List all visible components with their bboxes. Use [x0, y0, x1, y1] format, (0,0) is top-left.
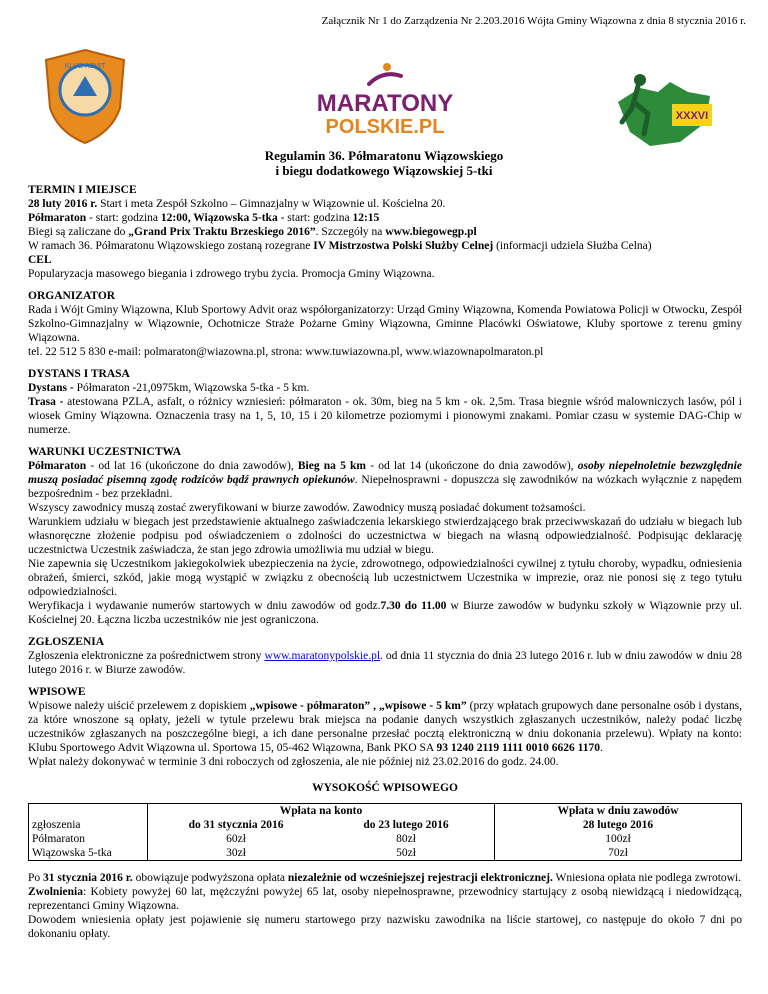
regulations-body — [28, 183, 742, 941]
maratony-polskie-logo — [310, 62, 460, 140]
online-payment-cell: Wpłata na konto do 31 stycznia 2016 do 23 lutego 2016 60zł 80zł 30zł 50zł — [148, 804, 495, 861]
day-payment-cell: Wpłata w dniu zawodów 28 lutego 2016 100zł 70zł — [495, 804, 742, 861]
registration-link[interactable]: www.maratonypolskie.pl — [264, 650, 381, 662]
half-marathon-logo — [610, 62, 720, 152]
section-wpisowe: WPISOWE Wpisowe należy uiścić przelewem z dopiskiem „wpisowe - półmaraton” , „wpisowe - 5 km” (przy wpłatach grupowych dane personalne osób i dystans, za które wnoszone są opłaty, jeżeli w tytule przelewu brak miejsca na podanie danych wszystkich zgłaszanych uczestników, należy podać liczbę uczestników zgłaszanych na poszczególne biegi, a ich dane personalne przesłać pocztą elektroniczną w dniu dokonania przelewu). Wpłaty na konto: Klubu Sportowego Advit Wiązowna ul. Sportowa 15, 05-462 Wiązowna, Bank PKO SA 93 1240 2119 1111 0010 6626 1170. Wpłat należy dokonywać w terminie 3 dni roboczych od zgłoszenia, ale nie później niż 23.02.2016 do godz. 24.00. — [28, 686, 742, 768]
edition-badge: XXXVI — [675, 110, 709, 122]
section-cel: CEL — [28, 254, 52, 266]
club-logo-text: KLUB ADVIT — [64, 63, 106, 70]
contact-info: tel. 22 512 5 830 e-mail: polmaraton@wiazowna.pl, strona: www.tuwiazowna.pl, www.wiazownapolmaraton.pl — [28, 346, 544, 358]
section-warunki: WARUNKI UCZESTNICTWA Półmaraton - od lat 16 (ukończone do dnia zawodów), Bieg na 5 km - od lat 14 (ukończone do dnia zawodów), osoby niepełnoletnie bezwzględnie muszą posiadać pisemną zgodę rodziców bądź prawnych opiekunów. Niepełnosprawni - dopuszcza się zawodników na wózkach wyłącznie z napędem bezpośrednim - bez przekładni. Wszyscy zawodnicy muszą zostać zweryfikowani w biurze zawodów. Zawodnicy muszą posiadać dokument tożsamości. Warunkiem udziału w biegach jest przedstawienie aktualnego zaświadczenia lekarskiego stwierdzającego brak przeciwwskazań do udziału w biegach lub własnoręczne złożenie podpisu pod oświadczeniem o zdolności do uczestnictwa w biegach na własną odpowiedzialność. Podpisując deklarację uczestnictwa Uczestnik zaświadcza, że stan jego zdrowia umożliwia mu udział w biegu. Nie zapewnia się Uczestnikom jakiegokolwiek ubezpieczenia na życie, zdrowotnego, odpowiedzialności cywilnej z tytułu choroby, wypadku, odniesienia obrażeń, śmierci, szkód, jakie mogą wystąpić w związku z obecnością lub uczestnictwem Uczestnika w imprezie, oraz nie ponosi się z tego tytułu odpowiedzialności. Weryfikacja i wydawanie numerów startowych w dniu zawodów od godz.7.30 do 11.00 w Biurze zawodów w budynku szkoły w Wiązownie przy ul. Kościelnej 20. Łączna liczba uczestników nie jest ograniczona. — [28, 446, 743, 626]
bank-account: 93 1240 2119 1111 0010 6626 1170 — [436, 742, 601, 754]
logo-line-2: POLSKIE.PL — [325, 116, 445, 138]
fees-table — [28, 803, 742, 861]
row-labels-cell: zgłoszenia Półmaraton Wiązowska 5-tka — [29, 804, 148, 861]
section-dystans: DYSTANS I TRASA Dystans - Półmaraton -21,0975km, Wiązowska 5-tka - 5 km. Trasa - atestowana PZLA, asfalt, o różnicy wzniesień: półmaraton - ok. 30m, bieg na 5 km - ok. 2,5m. Trasa biegnie wśród malowniczych lasów, pól i wiosek Gminy Wiązowna. Oznaczenia trasy na 1, 5, 10, 15 i 20 kilometrze poziomymi i pionowymi znakami. Pomiar czasu w systemie DAG-Chip w numerze. — [28, 368, 742, 436]
club-shield-logo — [40, 46, 130, 146]
section-footer: Po 31 stycznia 2016 r. obowiązuje podwyższona opłata niezależnie od wcześniejszej rejestracji elektronicznej. Wniesiona opłata nie podlega zwrotowi. Zwolnienia: Kobiety powyżej 60 lat, mężczyźni powyżej 65 lat, osoby niepełnosprawne, przewodnicy startujący z osobą niewidzącą i niedowidzącą, reprezentanci Gminy Wiązowna. Dowodem wniesienia opłaty jest pojawienie się numeru startowego przy nazwisku zawodnika na liście startowej, co następuje do około 7 dni po dokonaniu opłaty. — [28, 872, 742, 940]
section-zgloszenia: ZGŁOSZENIA Zgłoszenia elektroniczne za pośrednictwem strony www.maratonypolskie.pl. od dnia 11 stycznia do dnia 23 lutego 2016 r. lub w dniu zawodów w dniu 28 lutego 2016 r. w Biurze zawodów. — [28, 636, 742, 676]
document-title: Regulamin 36. Półmaratonu Wiązowskiego i biegu dodatkowego Wiązowskiej 5-tki — [264, 148, 504, 178]
section-organizator: ORGANIZATOR Rada i Wójt Gminy Wiązowna, Klub Sportowy Advit oraz współorganizatorzy: Urząd Gminy Wiązowna, Komenda Powiatowa Policji w Otwocku, Zespół Szkolno-Gimnazjalny w Wiązownie, Ochotnicze Straże Pożarne Gminy Wiązowna, Gminne Placówki Oświatowe, Kluby sportowe z terenu gminy Wiązowna. tel. 22 512 5 830 e-mail: polmaraton@wiazowna.pl, strona: www.tuwiazowna.pl, www.wiazownapolmaraton.pl — [28, 290, 742, 358]
logo-line-1: MARATONY — [316, 90, 454, 117]
runner-icon — [365, 62, 405, 88]
fees-title: WYSOKOŚĆ WPISOWEGO — [312, 782, 458, 794]
attachment-note: Załącznik Nr 1 do Zarządzenia Nr 2.203.2016 Wójta Gminy Wiązowna z dnia 8 stycznia 2016 r. — [321, 15, 746, 27]
section-termin: TERMIN I MIEJSCE 28 luty 2016 r. Start i meta Zespół Szkolno – Gimnazjalny w Wiązownie ul. Kościelna 20. Półmaraton - start: godzina 12:00, Wiązowska 5-tka - start: godzina 12:15 Biegi są zaliczane do „Grand Prix Traktu Brzeskiego 2016”. Szczegóły na www.biegowegp.pl W ramach 36. Półmaratonu Wiązowskiego zostaną rozegrane IV Mistrzostwa Polski Służby Celnej (informacji udziela Służba Celna) CEL Popularyzacja masowego biegania i zdrowego trybu życia. Promocja Gminy Wiązowna. — [28, 183, 742, 281]
